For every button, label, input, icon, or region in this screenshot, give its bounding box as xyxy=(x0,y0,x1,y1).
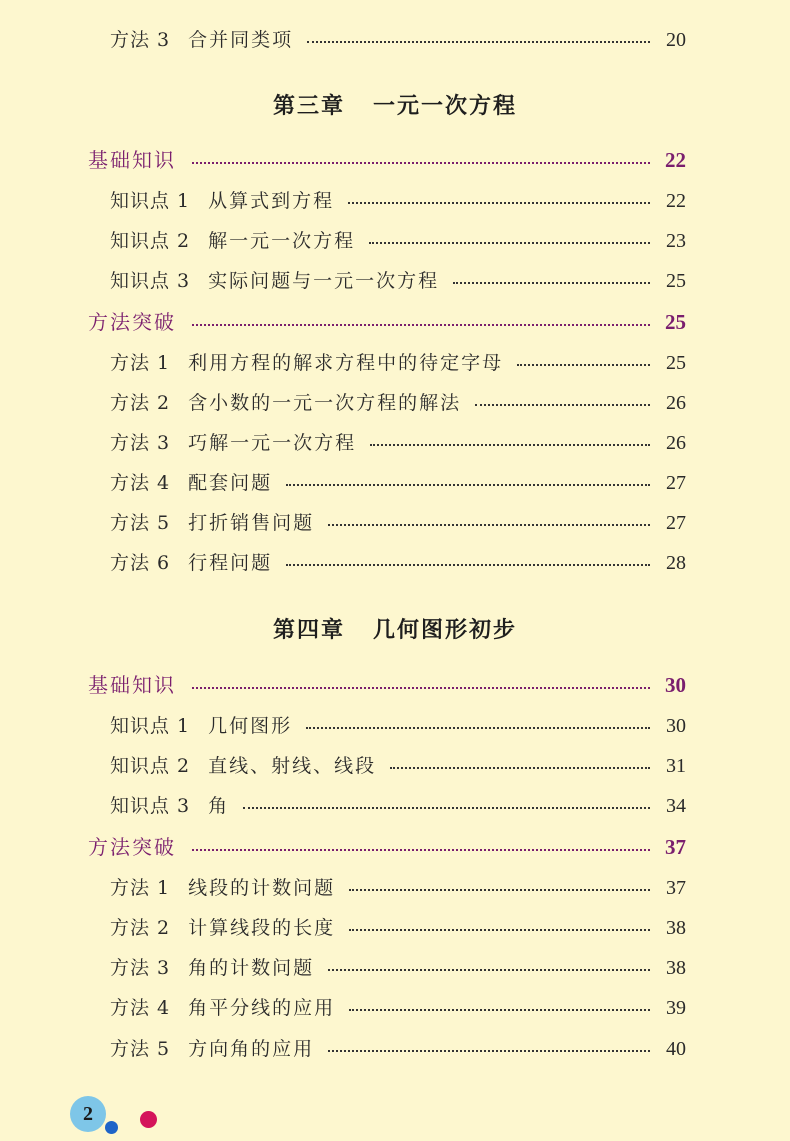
toc-section xyxy=(88,675,686,696)
toc-entry xyxy=(110,878,686,898)
leader-dots xyxy=(286,564,650,566)
toc-entry xyxy=(110,553,686,573)
entry-title: 角平分线的应用 xyxy=(188,997,336,1019)
entry-label: 方法 4 xyxy=(110,472,171,494)
entry-title: 打折销售问题 xyxy=(188,512,315,534)
leader-dots xyxy=(349,1009,650,1011)
toc-entry xyxy=(110,918,686,938)
leader-dots xyxy=(328,1050,650,1052)
leader-dots xyxy=(349,889,650,891)
entry-title: 配套问题 xyxy=(188,472,273,494)
leader-dots xyxy=(192,324,650,326)
entry-page: 27 xyxy=(666,512,686,534)
entry-label: 知识点 2 xyxy=(110,755,191,777)
chapter-title: 几何图形初步 xyxy=(373,618,518,643)
entry-label: 方法 6 xyxy=(110,552,171,574)
toc-entry xyxy=(110,353,686,373)
decorative-blue-dot xyxy=(105,1121,118,1134)
entry-page: 39 xyxy=(666,997,686,1019)
entry-label: 方法 3 xyxy=(110,432,171,454)
entry-page: 23 xyxy=(666,230,686,252)
toc-entry xyxy=(110,1039,686,1059)
entry-page: 40 xyxy=(666,1038,686,1060)
entry-title: 巧解一元一次方程 xyxy=(188,432,357,454)
entry-title: 从算式到方程 xyxy=(208,190,335,212)
entry-label: 方法 3 xyxy=(110,957,171,979)
leader-dots xyxy=(475,404,650,406)
entry-title: 计算线段的长度 xyxy=(188,917,336,939)
leader-dots xyxy=(192,162,650,164)
entry-label: 方法 2 xyxy=(110,392,171,414)
leader-dots xyxy=(517,364,650,366)
entry-label: 知识点 3 xyxy=(110,270,191,292)
leader-dots xyxy=(286,484,650,486)
entry-label: 方法 3 xyxy=(110,29,171,51)
entry-label: 知识点 1 xyxy=(110,190,191,212)
section-label: 方法突破 xyxy=(88,310,176,334)
leader-dots xyxy=(370,444,650,446)
entry-title: 含小数的一元一次方程的解法 xyxy=(188,392,462,414)
entry-title: 合并同类项 xyxy=(188,29,294,51)
section-page: 37 xyxy=(665,835,686,859)
entry-title: 方向角的应用 xyxy=(188,1038,315,1060)
entry-page: 20 xyxy=(666,29,686,51)
toc-entry xyxy=(110,231,686,251)
toc-entry xyxy=(110,30,686,50)
entry-page: 31 xyxy=(666,755,686,777)
chapter-heading xyxy=(0,89,790,120)
leader-dots xyxy=(369,242,650,244)
entry-page: 38 xyxy=(666,917,686,939)
entry-title: 实际问题与一元一次方程 xyxy=(208,270,440,292)
chapter-number: 第四章 xyxy=(272,618,345,643)
entry-title: 线段的计数问题 xyxy=(188,877,336,899)
entry-title: 几何图形 xyxy=(208,715,293,737)
toc-section xyxy=(88,837,686,858)
toc-section xyxy=(88,312,686,333)
entry-label: 方法 4 xyxy=(110,997,171,1019)
entry-label: 知识点 2 xyxy=(110,230,191,252)
entry-title: 直线、射线、线段 xyxy=(208,755,377,777)
section-label: 方法突破 xyxy=(88,835,176,859)
leader-dots xyxy=(348,202,650,204)
toc-entry xyxy=(110,191,686,211)
page-number-badge xyxy=(70,1096,106,1132)
entry-title: 利用方程的解求方程中的待定字母 xyxy=(188,352,504,374)
toc-entry xyxy=(110,716,686,736)
leader-dots xyxy=(307,41,650,43)
leader-dots xyxy=(349,929,650,931)
leader-dots xyxy=(328,969,650,971)
section-page: 22 xyxy=(665,148,686,172)
entry-page: 22 xyxy=(666,190,686,212)
toc-entry xyxy=(110,958,686,978)
toc-entry xyxy=(110,513,686,533)
entry-page: 38 xyxy=(666,957,686,979)
entry-page: 25 xyxy=(666,352,686,374)
leader-dots xyxy=(243,807,650,809)
entry-label: 方法 5 xyxy=(110,512,171,534)
toc-entry xyxy=(110,433,686,453)
page-number: 2 xyxy=(83,1102,93,1125)
toc-section xyxy=(88,150,686,171)
entry-title: 行程问题 xyxy=(188,552,273,574)
toc-entry xyxy=(110,998,686,1018)
entry-label: 方法 2 xyxy=(110,917,171,939)
entry-page: 26 xyxy=(666,432,686,454)
toc-entry xyxy=(110,756,686,776)
toc-entry xyxy=(110,796,686,816)
entry-label: 知识点 3 xyxy=(110,795,191,817)
section-label: 基础知识 xyxy=(88,148,176,172)
entry-label: 方法 1 xyxy=(110,877,171,899)
section-page: 25 xyxy=(665,310,686,334)
entry-page: 26 xyxy=(666,392,686,414)
chapter-number: 第三章 xyxy=(272,94,345,119)
entry-label: 方法 5 xyxy=(110,1038,171,1060)
entry-title: 角 xyxy=(208,795,230,817)
entry-page: 25 xyxy=(666,270,686,292)
leader-dots xyxy=(328,524,650,526)
decorative-red-dot xyxy=(140,1111,157,1128)
leader-dots xyxy=(306,727,650,729)
entry-label: 方法 1 xyxy=(110,352,171,374)
chapter-title: 一元一次方程 xyxy=(373,94,518,119)
leader-dots xyxy=(192,687,650,689)
chapter-heading xyxy=(0,613,790,644)
toc-entry xyxy=(110,393,686,413)
entry-page: 28 xyxy=(666,552,686,574)
section-label: 基础知识 xyxy=(88,673,176,697)
entry-page: 34 xyxy=(666,795,686,817)
toc-entry xyxy=(110,473,686,493)
entry-page: 37 xyxy=(666,877,686,899)
entry-label: 知识点 1 xyxy=(110,715,191,737)
leader-dots xyxy=(390,767,650,769)
toc-entry xyxy=(110,271,686,291)
leader-dots xyxy=(192,849,650,851)
entry-title: 解一元一次方程 xyxy=(208,230,356,252)
entry-page: 30 xyxy=(666,715,686,737)
entry-page: 27 xyxy=(666,472,686,494)
entry-title: 角的计数问题 xyxy=(188,957,315,979)
leader-dots xyxy=(453,282,650,284)
section-page: 30 xyxy=(665,673,686,697)
